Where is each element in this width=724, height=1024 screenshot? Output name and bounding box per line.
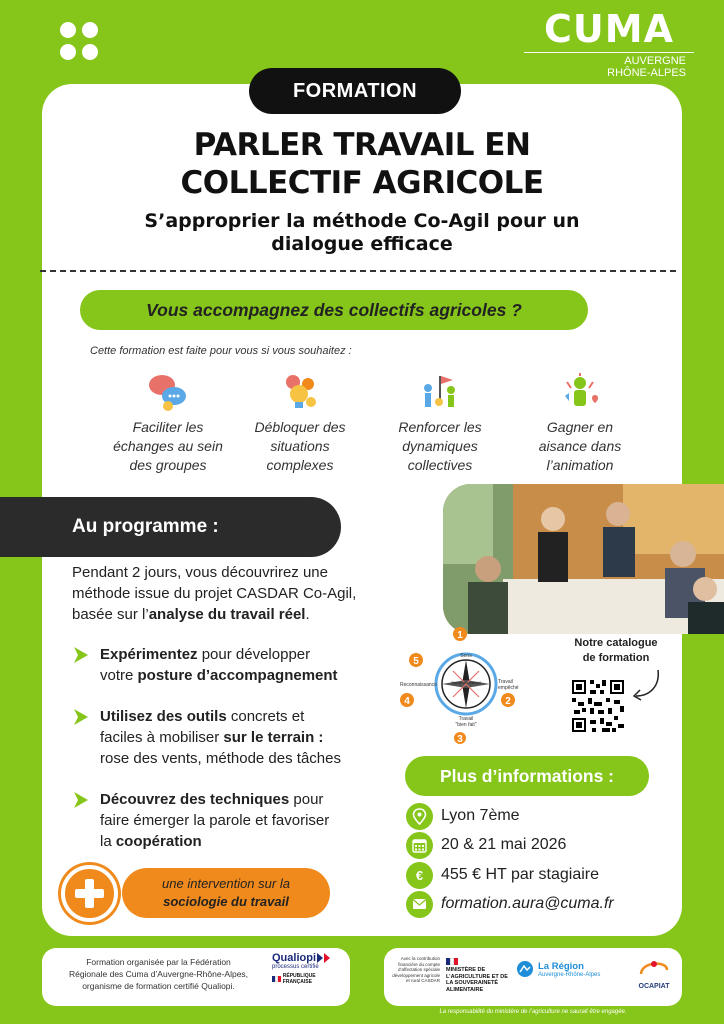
logo-word: CUMA xyxy=(544,7,674,51)
qualiopi-sub: processus certifié xyxy=(272,964,319,970)
bullet-line xyxy=(100,706,392,727)
bullet-bold: Utilisez des outils xyxy=(100,708,227,725)
goal-line: échanges au sein xyxy=(113,438,223,454)
extra-line: une intervention sur la xyxy=(162,876,290,891)
republique-label: RÉPUBLIQUE FRANÇAISE xyxy=(282,973,316,985)
goal-line: Débloquer des xyxy=(254,419,346,435)
program-line: méthode issue du projet CASDAR Co-Agil, xyxy=(72,585,357,602)
organizer-line: Formation organisée par la Fédération xyxy=(86,957,231,967)
program-bullet xyxy=(72,644,392,686)
euro-icon xyxy=(406,862,433,889)
goal-item xyxy=(98,372,238,475)
organizer-line: organisme de formation certifié Qualiopi. xyxy=(82,981,235,991)
calendar-icon xyxy=(406,832,433,859)
bullet-text: concrets et xyxy=(226,708,305,725)
dot xyxy=(60,22,76,38)
training-photo xyxy=(443,484,724,634)
info-location xyxy=(406,802,520,830)
goal-line: collectives xyxy=(407,457,473,473)
dates-text: 20 & 21 mai 2026 xyxy=(441,836,567,853)
goal-line: Gagner en xyxy=(546,419,614,435)
team-flag-icon xyxy=(419,372,461,414)
envelope-icon xyxy=(406,891,433,918)
program-bullet xyxy=(72,706,392,769)
catalog-line: Notre catalogue xyxy=(574,637,658,649)
rose-label-bottom: "bien fait" xyxy=(455,722,477,728)
page-title xyxy=(0,126,724,202)
ocapiat-swoosh-icon xyxy=(637,956,671,978)
catalog-line: de formation xyxy=(582,652,650,664)
goal-item xyxy=(370,372,510,475)
rose-number: 3 xyxy=(457,734,463,744)
program-text: . xyxy=(305,606,310,623)
plus-icon xyxy=(65,869,114,918)
ocapiat-logo xyxy=(634,956,674,990)
decorative-dots xyxy=(60,22,98,60)
bullet-bold: sur le terrain : xyxy=(223,729,324,746)
rose-label-left: Reconnaissance xyxy=(400,682,437,688)
bullet-text: votre xyxy=(100,667,138,684)
disclaimer: La responsabilité du ministère de l’agriculture ne saurait être engagée. xyxy=(439,1009,627,1015)
qualiopi-logo xyxy=(272,952,344,985)
ministry-logo xyxy=(446,958,510,993)
bullet-line xyxy=(100,727,392,748)
dot xyxy=(60,44,76,60)
info-dates xyxy=(406,831,566,859)
bullet-line: faire émerger la parole et favoriser xyxy=(100,812,330,829)
rose-label-bottom: Travail xyxy=(458,716,474,722)
formation-badge: FORMATION xyxy=(249,68,461,114)
region-logo-icon xyxy=(516,960,534,978)
price-text: 455 € HT par stagiaire xyxy=(441,866,600,883)
program-line: Pendant 2 jours, vous découvrirez une xyxy=(72,564,328,581)
region-sub: Auvergne-Rhône-Alpes xyxy=(538,971,601,978)
logo-region-line2: RHÔNE-ALPES xyxy=(607,67,686,79)
bullet-line xyxy=(100,665,392,686)
plus-badge xyxy=(61,865,118,922)
bullet-line xyxy=(100,789,392,810)
goal-line: des groupes xyxy=(129,457,207,473)
bullet-line: rose des vents, méthode des tâches xyxy=(100,750,341,767)
logo-divider xyxy=(524,52,694,53)
title-line-1: PARLER TRAVAIL EN xyxy=(193,127,531,163)
program-text: basée sur l’ xyxy=(72,606,149,623)
region-logo xyxy=(516,960,600,978)
goal-line: Renforcer les xyxy=(398,419,482,435)
region-name: La Région xyxy=(538,960,584,972)
program-heading: Au programme : xyxy=(0,497,341,557)
goal-line: aisance dans xyxy=(538,438,622,454)
qualiopi-name: Qualiopi xyxy=(272,952,316,964)
arrow-right-icon xyxy=(72,791,90,809)
speech-bubbles-icon xyxy=(147,372,189,414)
bullet-text: pour développer xyxy=(197,646,311,663)
rose-number: 1 xyxy=(457,630,463,641)
qualiopi-arrows-icon xyxy=(316,952,334,964)
email-link[interactable]: formation.aura@cuma.fr xyxy=(441,895,614,912)
rose-label-right: empêché xyxy=(498,685,519,691)
goal-line: Faciliter les xyxy=(132,419,204,435)
page-subtitle xyxy=(0,210,724,256)
title-line-2: COLLECTIF AGRICOLE xyxy=(180,165,544,201)
bullet-line xyxy=(100,831,392,852)
bullet-bold: coopération xyxy=(115,833,202,850)
rose-number: 4 xyxy=(404,696,410,707)
bullet-bold: posture d’accompagnement xyxy=(137,667,338,684)
dashed-divider xyxy=(40,270,676,272)
bullet-line xyxy=(100,644,392,665)
casdar-text: Avec la contribution financière du compte d’affectation spéciale développement agricole et rural CASDAR xyxy=(392,956,440,983)
location-text: Lyon 7ème xyxy=(441,807,520,824)
rose-number: 5 xyxy=(413,656,419,667)
ministry-name: MINISTÈRE DE L’AGRICULTURE ET DE LA SOUVERAINETÉ ALIMENTAIRE xyxy=(446,967,508,993)
goal-line: dynamiques xyxy=(402,438,478,454)
goal-line: l’animation xyxy=(546,457,614,473)
location-pin-icon xyxy=(406,803,433,830)
dot xyxy=(82,22,98,38)
program-description xyxy=(72,562,372,625)
goal-line: situations xyxy=(270,438,330,454)
organizer-text xyxy=(56,956,261,992)
program-line xyxy=(72,604,372,625)
subtitle-line-1: S’approprier la méthode Co-Agil pour un xyxy=(144,210,580,232)
bullet-text: la xyxy=(100,833,116,850)
footer-organizer xyxy=(42,948,350,1006)
audience-question: Vous accompagnez des collectifs agricoles ? xyxy=(80,290,588,330)
logo-region-line1: AUVERGNE xyxy=(624,55,686,67)
goal-line: complexes xyxy=(266,457,334,473)
organizer-line: Régionale des Cuma d’Auvergne-Rhône-Alpes, xyxy=(68,969,249,979)
rose-number: 2 xyxy=(505,696,511,707)
bullet-bold: Expérimentez xyxy=(100,646,198,663)
arrow-right-icon xyxy=(72,646,90,664)
dot xyxy=(82,44,98,60)
bullet-bold: Découvrez des techniques xyxy=(100,791,290,808)
bullet-text: pour xyxy=(289,791,324,808)
program-highlight: analyse du travail réel xyxy=(148,606,306,623)
compass-rose-diagram xyxy=(398,624,528,744)
curved-arrow-icon xyxy=(628,668,664,702)
extra-line: sociologie du travail xyxy=(163,894,289,909)
intro-text: Cette formation est faite pour vous si vous souhaitez : xyxy=(90,345,352,357)
ocapiat-name: OCAPIAT xyxy=(638,983,670,990)
extra-intervention xyxy=(122,868,330,918)
rose-center-label: Santé au travail xyxy=(451,680,481,685)
arrow-right-icon xyxy=(72,708,90,726)
catalog-label xyxy=(560,636,672,666)
footer-partners xyxy=(384,948,682,1006)
qr-code[interactable] xyxy=(570,678,626,734)
goal-item xyxy=(510,372,650,475)
svg-text:€: € xyxy=(415,867,424,883)
cuma-logo xyxy=(524,8,694,79)
bullet-text: faciles à mobiliser xyxy=(100,729,224,746)
goal-item xyxy=(230,372,370,475)
lightbulb-gears-icon xyxy=(279,372,321,414)
info-email[interactable] xyxy=(406,890,614,918)
rose-label-right: Travail xyxy=(498,679,513,685)
info-heading: Plus d’informations : xyxy=(405,756,649,796)
subtitle-line-2: dialogue efficace xyxy=(271,233,453,255)
program-bullet xyxy=(72,789,392,852)
confident-person-icon xyxy=(559,372,601,414)
rose-label-top: Sens xyxy=(460,653,472,659)
info-price xyxy=(406,861,599,889)
